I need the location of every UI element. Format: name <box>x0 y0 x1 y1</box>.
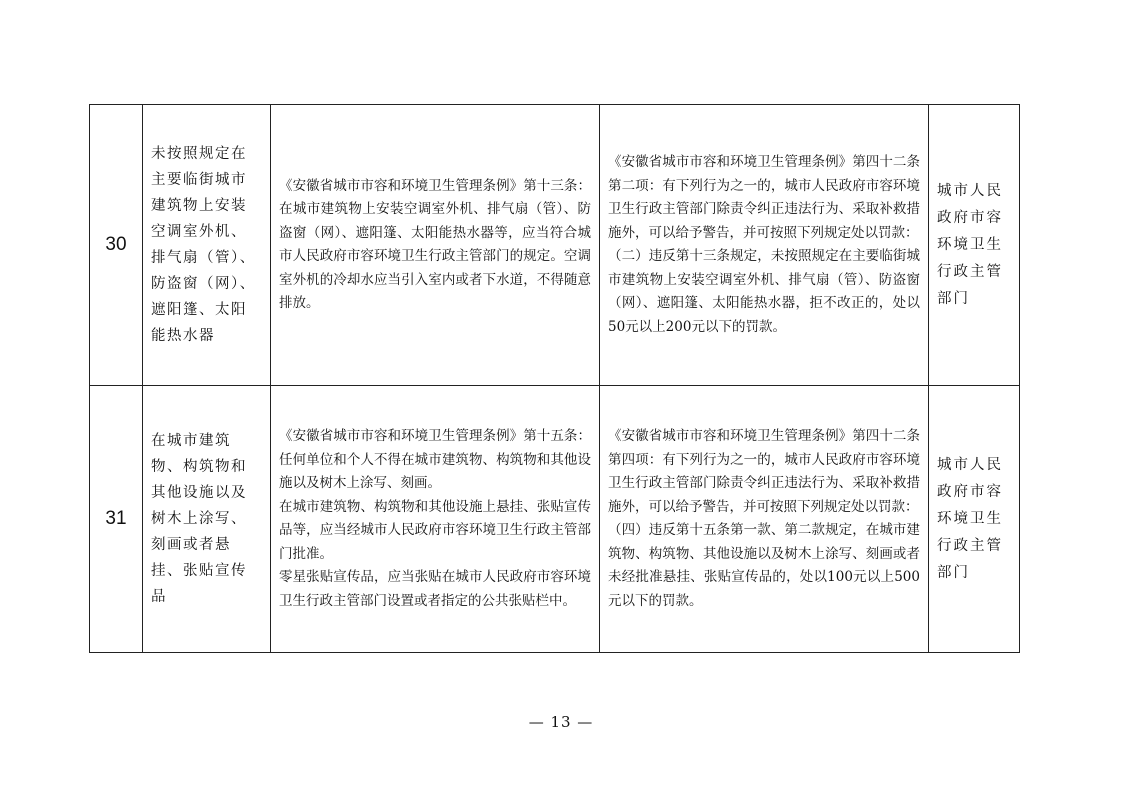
legal-provision: 《安徽省城市市容和环境卫生管理条例》第十三条：在城市建筑物上安装空调室外机、排气扇（管）、防盗窗（网）、遮阳篷、太阳能热水器等，应当符合城市人民政府市容环境卫生行政主管部门的规定。空调室外机的冷却水应当引入室内或者下水道，不得随意排放。 <box>271 105 600 386</box>
row-number: 30 <box>90 105 143 386</box>
provision-paragraph: 在城市建筑物、构筑物和其他设施上悬挂、张贴宣传品等，应当经城市人民政府市容环境卫生行政主管部门批准。 <box>279 498 591 562</box>
provision-paragraph: 零星张贴宣传品，应当张贴在城市人民政府市容环境卫生行政主管部门设置或者指定的公共张贴栏中。 <box>279 569 591 609</box>
page-number: — 13 — <box>528 713 594 731</box>
row-number: 31 <box>90 386 143 653</box>
enforcement-department: 城市人民政府市容环境卫生行政主管部门 <box>929 386 1020 653</box>
penalty-clause <box>600 386 929 653</box>
violation-behavior: 在城市建筑物、构筑物和其他设施以及树木上涂写、刻画或者悬挂、张贴宣传品 <box>143 386 271 653</box>
legal-provision <box>271 386 600 653</box>
table-row <box>90 386 1020 653</box>
enforcement-department: 城市人民政府市容环境卫生行政主管部门 <box>929 105 1020 386</box>
penalty-intro: 《安徽省城市市容和环境卫生管理条例》第四十二条第四项：有下列行为之一的，城市人民政府市容环境卫生行政主管部门除责令纠正违法行为、采取补救措施外，可以给予警告，并可按照下列规定处以罚款： <box>608 428 920 515</box>
penalty-item: （四）违反第十五条第一款、第二款规定，在城市建筑物、构筑物、其他设施以及树木上涂写、刻画或者未经批准悬挂、张贴宣传品的，处以100元以上500元以下的罚款。 <box>608 522 920 609</box>
penalty-intro: 《安徽省城市市容和环境卫生管理条例》第四十二条第二项：有下列行为之一的，城市人民政府市容环境卫生行政主管部门除责令纠正违法行为、采取补救措施外，可以给予警告，并可按照下列规定处以罚款： <box>608 154 920 241</box>
regulation-table <box>89 104 1020 653</box>
provision-paragraph: 《安徽省城市市容和环境卫生管理条例》第十五条：任何单位和个人不得在城市建筑物、构筑物和其他设施以及树木上涂写、刻画。 <box>279 428 591 491</box>
penalty-item: （二）违反第十三条规定，未按照规定在主要临街城市建筑物上安装空调室外机、排气扇（管）、防盗窗（网）、遮阳篷、太阳能热水器，拒不改正的，处以50元以上200元以下的罚款。 <box>608 248 920 335</box>
table-row <box>90 105 1020 386</box>
violation-behavior: 未按照规定在主要临街城市建筑物上安装空调室外机、排气扇（管）、防盗窗（网）、遮阳篷、太阳能热水器 <box>143 105 271 386</box>
penalty-clause <box>600 105 929 386</box>
